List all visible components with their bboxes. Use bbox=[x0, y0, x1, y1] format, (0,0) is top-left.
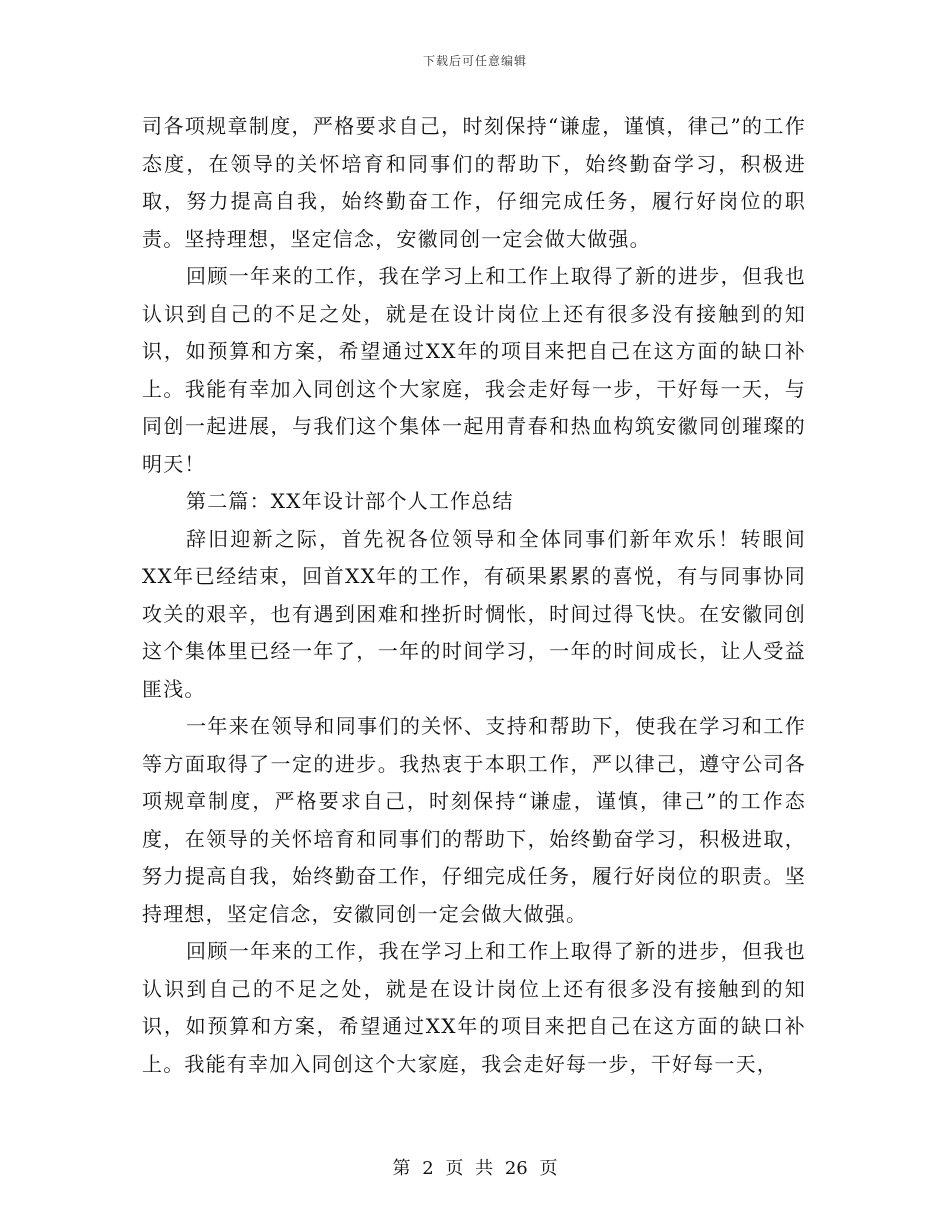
section-heading: 第二篇：XX年设计部个人工作总结 bbox=[186, 489, 514, 513]
document-body bbox=[142, 108, 806, 1083]
paragraph: 辞旧迎新之际，首先祝各位领导和全体同事们新年欢乐！转眼间XX年已经结束，回首XX年的工作，有硕果累累的喜悦，有与同事协同攻关的艰辛，也有遇到困难和挫折时惆怅，时间过得飞快。在安徽同创这个集体里已经一年了，一年的时间学习，一年的时间成长，让人受益匪浅。 bbox=[142, 526, 806, 701]
page-footer: 第 2 页 共 26 页 bbox=[392, 1158, 558, 1179]
paragraph: 回顾一年来的工作，我在学习上和工作上取得了新的进步，但我也认识到自己的不足之处，就是在设计岗位上还有很多没有接触到的知识，如预算和方案，希望通过XX年的项目来把自己在这方面的缺口补上。我能有幸加入同创这个大家庭，我会走好每一步，干好每一天，与同创一起进展，与我们这个集体一起用青春和热血构筑安徽同创璀璨的明天！ bbox=[142, 264, 806, 476]
paragraph: 回顾一年来的工作，我在学习上和工作上取得了新的进步，但我也认识到自己的不足之处，就是在设计岗位上还有很多没有接触到的知识，如预算和方案，希望通过XX年的项目来把自己在这方面的缺口补上。我能有幸加入同创这个大家庭，我会走好每一步，干好每一天， bbox=[142, 939, 806, 1076]
paragraph: 一年来在领导和同事们的关怀、支持和帮助下，使我在学习和工作等方面取得了一定的进步。我热衷于本职工作，严以律己，遵守公司各项规章制度，严格要求自己，时刻保持“谦虚，谨慎，律己”的工作态度，在领导的关怀培育和同事们的帮助下，始终勤奋学习，积极进取，努力提高自我，始终勤奋工作，仔细完成任务，履行好岗位的职责。坚持理想，坚定信念，安徽同创一定会做大做强。 bbox=[142, 714, 806, 926]
paragraph: 司各项规章制度，严格要求自己，时刻保持“谦虚，谨慎，律己”的工作态度，在领导的关怀培育和同事们的帮助下，始终勤奋学习，积极进取，努力提高自我，始终勤奋工作，仔细完成任务，履行好岗位的职责。坚持理想，坚定信念，安徽同创一定会做大做强。 bbox=[142, 114, 806, 251]
page-header: 下载后可任意编辑 bbox=[422, 54, 527, 68]
